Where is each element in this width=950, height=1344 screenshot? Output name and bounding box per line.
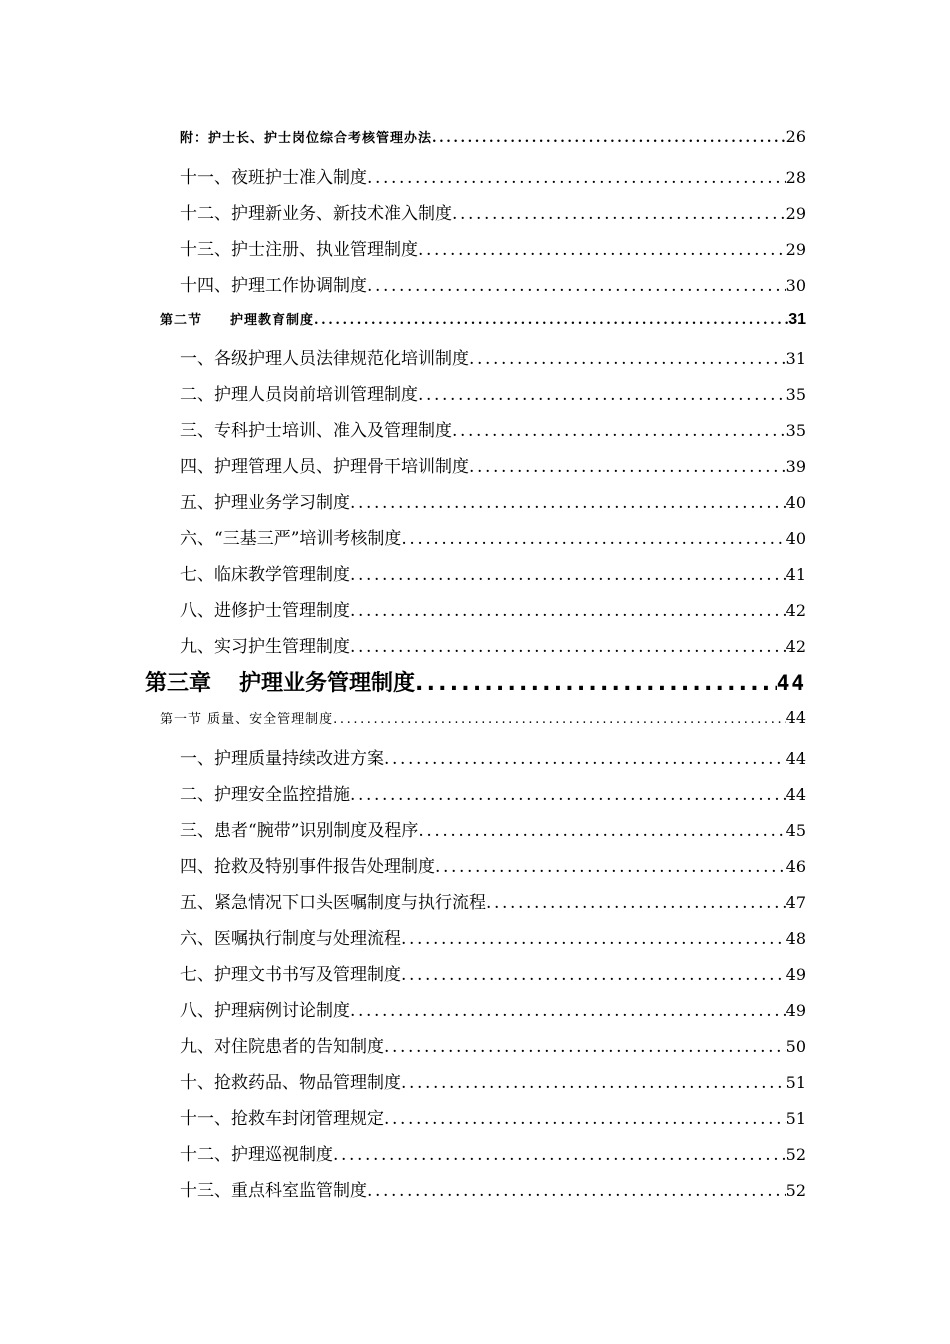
dot-leader	[350, 601, 786, 621]
dot-leader	[418, 385, 786, 405]
toc-entry-page: 40	[785, 529, 806, 548]
toc-entry[interactable]	[180, 1140, 806, 1165]
chapter-number: 第三章	[145, 671, 212, 696]
toc-entry-title: 八、进修护士管理制度	[180, 601, 350, 621]
toc-entry-page: 39	[785, 457, 806, 476]
section-number: 第二节	[160, 313, 203, 328]
dot-leader	[469, 349, 786, 369]
toc-entry[interactable]	[180, 1176, 806, 1201]
toc-chapter[interactable]	[145, 666, 806, 697]
toc-entry-title: 十、抢救药品、物品管理制度	[180, 1073, 401, 1093]
toc-entry-title: 十三、重点科室监管制度	[180, 1181, 367, 1201]
toc-entry-page: 51	[785, 1073, 806, 1092]
toc-entry-page: 26	[785, 127, 806, 146]
toc-entry-title: 二、护理人员岗前培训管理制度	[180, 385, 418, 405]
dot-leader	[418, 821, 785, 841]
toc-entry[interactable]	[180, 163, 806, 188]
toc-entry[interactable]	[180, 452, 806, 477]
toc-entry-page: 50	[785, 1037, 806, 1056]
toc-section-page: 44	[785, 708, 806, 727]
dot-leader	[415, 671, 777, 696]
toc-entry-page: 49	[785, 1001, 806, 1020]
toc-entry-title: 五、护理业务学习制度	[180, 493, 350, 513]
toc-entry-page: 52	[785, 1145, 806, 1164]
dot-leader	[486, 893, 786, 913]
toc-entry[interactable]	[180, 380, 806, 405]
toc-entry-title: 十二、护理巡视制度	[180, 1145, 333, 1165]
dot-leader	[469, 457, 786, 477]
toc-entry-page: 40	[785, 493, 806, 512]
dot-leader	[314, 313, 788, 328]
toc-entry-page: 35	[785, 421, 806, 440]
toc-section-title	[160, 309, 314, 328]
toc-entry-page: 44	[785, 785, 806, 804]
dot-leader	[401, 1073, 786, 1093]
toc-entry[interactable]	[180, 235, 806, 260]
dot-leader	[401, 929, 786, 949]
toc-entry-page: 41	[785, 565, 806, 584]
toc-entry[interactable]	[180, 127, 806, 146]
toc-entry[interactable]	[180, 560, 806, 585]
toc-entry-title: 二、护理安全监控措施	[180, 785, 350, 805]
dot-leader	[350, 785, 786, 805]
dot-leader	[384, 1037, 786, 1057]
toc-entry-page: 47	[785, 893, 806, 912]
dot-leader	[350, 637, 786, 657]
toc-entry-page: 52	[785, 1181, 806, 1200]
toc-entry-title: 三、专科护士培训、准入及管理制度	[180, 421, 452, 441]
toc-entry-page: 49	[785, 965, 806, 984]
toc-entry-title: 一、各级护理人员法律规范化培训制度	[180, 349, 469, 369]
toc-entry-page: 48	[785, 929, 806, 948]
toc-entry-page: 44	[785, 749, 806, 768]
toc-entry-title: 四、护理管理人员、护理骨干培训制度	[180, 457, 469, 477]
chapter-name: 护理业务管理制度	[239, 671, 416, 696]
toc-entry-page: 46	[785, 857, 806, 876]
toc-entry-page: 42	[785, 601, 806, 620]
toc-entry-title: 十四、护理工作协调制度	[180, 276, 367, 296]
dot-leader	[432, 131, 786, 146]
toc-entry-title: 十三、护士注册、执业管理制度	[180, 240, 418, 260]
dot-leader	[401, 965, 786, 985]
dot-leader	[367, 1181, 786, 1201]
toc-entry-title: 十二、护理新业务、新技术准入制度	[180, 204, 452, 224]
dot-leader	[350, 493, 786, 513]
toc-entry[interactable]	[180, 271, 806, 296]
toc-section-title: 第一节 质量、安全管理制度	[160, 712, 334, 727]
dot-leader	[333, 712, 786, 727]
dot-leader	[418, 240, 786, 260]
toc-entry-page: 29	[785, 240, 806, 259]
toc-entry-title: 七、护理文书书写及管理制度	[180, 965, 401, 985]
section-name: 护理教育制度	[230, 313, 315, 328]
dot-leader	[367, 276, 786, 296]
dot-leader	[350, 565, 786, 585]
toc-entry-page: 35	[785, 385, 806, 404]
toc-entry[interactable]	[180, 888, 806, 913]
toc-entry-title: 四、抢救及特别事件报告处理制度	[180, 857, 435, 877]
toc-entry[interactable]	[180, 344, 806, 369]
toc-chapter-page: 44	[776, 671, 806, 695]
toc-entry[interactable]	[180, 1068, 806, 1093]
toc-entry-page: 29	[785, 204, 806, 223]
toc-entry[interactable]	[180, 744, 806, 769]
toc-entry[interactable]	[180, 596, 806, 621]
dot-leader	[333, 1145, 786, 1165]
toc-entry[interactable]	[180, 488, 806, 513]
dot-leader	[367, 168, 786, 188]
toc-entry-title: 八、护理病例讨论制度	[180, 1001, 350, 1021]
toc-section-page: 31	[788, 311, 806, 328]
toc-entry-page: 45	[785, 821, 806, 840]
toc-entry[interactable]	[180, 416, 806, 441]
toc-entry-title: 九、实习护生管理制度	[180, 637, 350, 657]
toc-entry-title: 六、“三基三严”培训考核制度	[180, 529, 402, 549]
toc-entry[interactable]	[180, 1032, 806, 1057]
toc-chapter-title	[145, 666, 415, 697]
toc-entry-title: 七、临床教学管理制度	[180, 565, 350, 585]
toc-entry[interactable]	[180, 524, 806, 549]
toc-entry[interactable]	[180, 199, 806, 224]
toc-entry-page: 42	[785, 637, 806, 656]
toc-entry[interactable]	[180, 632, 806, 657]
toc-section[interactable]	[160, 708, 806, 727]
toc-entry[interactable]	[180, 1104, 806, 1129]
toc-entry-page: 28	[785, 168, 806, 187]
toc-entry-title: 九、对住院患者的告知制度	[180, 1037, 384, 1057]
toc-entry-page: 30	[785, 276, 806, 295]
toc-entry[interactable]	[180, 960, 806, 985]
dot-leader	[384, 749, 786, 769]
dot-leader	[350, 1001, 786, 1021]
dot-leader	[452, 421, 786, 441]
toc-section[interactable]	[160, 309, 806, 329]
toc-entry[interactable]	[180, 924, 806, 949]
toc-entry-page: 31	[785, 349, 806, 368]
toc-entry-title: 一、护理质量持续改进方案	[180, 749, 384, 769]
toc-entry-title: 附：护士长、护士岗位综合考核管理办法	[180, 131, 433, 146]
toc-entry[interactable]	[180, 996, 806, 1021]
toc-entry-title: 五、紧急情况下口头医嘱制度与执行流程	[180, 893, 486, 913]
toc-entry-title: 十一、夜班护士准入制度	[180, 168, 367, 188]
toc-entry-title: 三、患者“腕带”识别制度及程序	[180, 821, 419, 841]
toc-entry[interactable]	[180, 816, 806, 841]
toc-entry[interactable]	[180, 852, 806, 877]
toc-entry-title: 十一、抢救车封闭管理规定	[180, 1109, 384, 1129]
toc-entry-page: 51	[785, 1109, 806, 1128]
toc-entry[interactable]	[180, 780, 806, 805]
dot-leader	[401, 529, 785, 549]
dot-leader	[384, 1109, 786, 1129]
toc-entry-title: 六、医嘱执行制度与处理流程	[180, 929, 401, 949]
dot-leader	[435, 857, 786, 877]
dot-leader	[452, 204, 786, 224]
